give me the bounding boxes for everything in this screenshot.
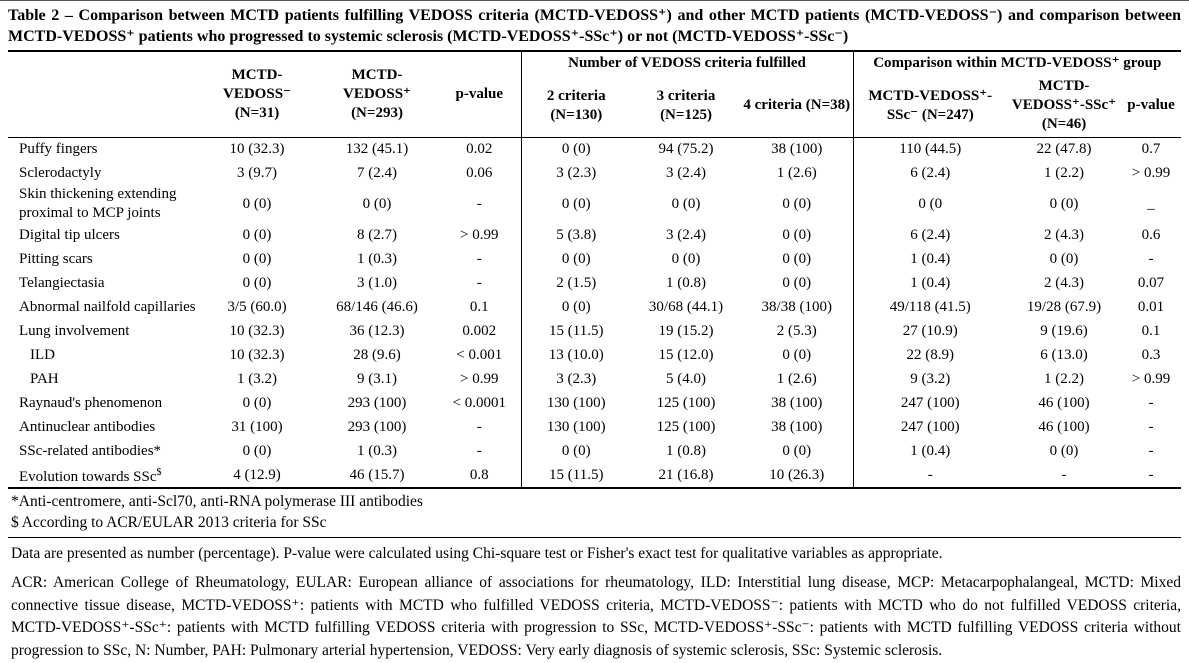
- cell: 247 (100): [853, 415, 1007, 439]
- table-row: [8, 439, 1181, 463]
- cell: 15 (11.5): [521, 319, 631, 343]
- cell: 2 (4.3): [1044, 226, 1085, 243]
- cell: 22 (47.8): [1036, 140, 1092, 157]
- cell: 3 (2.3): [521, 367, 631, 391]
- cell: 0 (0): [521, 247, 631, 271]
- cell: > 0.99: [1131, 370, 1171, 387]
- table-row: [8, 343, 1181, 367]
- cell: 31 (100): [231, 418, 283, 435]
- cell: 3 (9.7): [237, 164, 277, 181]
- cell: 1 (0.4): [853, 271, 1007, 295]
- table-row: [8, 391, 1181, 415]
- table-row: [8, 463, 1181, 488]
- cell: 0.1: [1141, 322, 1161, 339]
- cell: 36 (12.3): [349, 322, 405, 339]
- table-row: [8, 319, 1181, 343]
- row-label: Sclerodactyly: [19, 164, 102, 181]
- cell: -: [476, 274, 482, 291]
- cell: 1 (3.2): [237, 370, 277, 387]
- cell: 130 (100): [521, 391, 631, 415]
- cell: 22 (8.9): [853, 343, 1007, 367]
- cell: -: [1148, 418, 1154, 435]
- table-footnotes: [8, 489, 1181, 538]
- footnote-marker: $: [156, 467, 162, 478]
- cell: 10 (32.3): [229, 322, 285, 339]
- table-header: [8, 51, 1181, 137]
- cell: -: [1148, 442, 1154, 459]
- cell: 1 (2.6): [776, 164, 817, 181]
- cell: 0 (0): [242, 195, 272, 212]
- cell: 49/118 (41.5): [853, 295, 1007, 319]
- cell: 19 (15.2): [658, 322, 714, 339]
- cell: -: [1148, 466, 1154, 483]
- cell: 28 (9.6): [353, 346, 401, 363]
- row-label: Lung involvement: [19, 322, 130, 339]
- cell: 0 (0): [671, 195, 701, 212]
- footnote-dollar: $ According to ACR/EULAR 2013 criteria for SSc: [11, 514, 327, 531]
- cell: > 0.99: [460, 226, 499, 243]
- table-row: [8, 161, 1181, 185]
- cell: 1 (2.2): [1044, 164, 1085, 181]
- cell: 1 (0.3): [357, 250, 397, 267]
- page: [0, 1, 1189, 662]
- row-label: Puffy fingers: [19, 140, 98, 157]
- cell: 0.7: [1141, 140, 1161, 157]
- cell: 2 (1.5): [521, 271, 631, 295]
- cell: 6 (13.0): [1040, 346, 1088, 363]
- col-header-ssc-pos: MCTD-VEDOSS⁺-SSc⁺ (N=46): [1007, 75, 1121, 137]
- cell: 38/38 (100): [761, 298, 832, 315]
- cell: 2 (4.3): [1044, 274, 1085, 291]
- table-row: [8, 185, 1181, 223]
- cell: 247 (100): [853, 391, 1007, 415]
- cell: -: [1148, 250, 1154, 267]
- cell: -: [853, 463, 1007, 488]
- cell: 0.06: [466, 164, 493, 181]
- col-header-3-criteria: 3 criteria (N=125): [631, 75, 741, 137]
- col-header-mctd-vedoss-neg: MCTD-VEDOSS⁻ (N=31): [198, 51, 316, 137]
- cell: -: [1061, 466, 1067, 483]
- cell: 6 (2.4): [853, 161, 1007, 185]
- cell: 1 (2.2): [1044, 370, 1085, 387]
- col-header-ssc-neg: MCTD-VEDOSS⁺-SSc⁻ (N=247): [853, 75, 1007, 137]
- cell: 0 (0): [521, 137, 631, 161]
- row-label: Antinuclear antibodies: [19, 418, 156, 435]
- row-label: ILD: [30, 346, 55, 363]
- table-row: [8, 367, 1181, 391]
- cell: 0 (0): [782, 274, 812, 291]
- cell: 0 (0): [1049, 195, 1079, 212]
- cell: 3 (2.3): [521, 161, 631, 185]
- cell: 0.01: [1137, 298, 1165, 315]
- cell: > 0.99: [1131, 164, 1171, 181]
- cell: 0 (0): [242, 442, 272, 459]
- table-row: [8, 247, 1181, 271]
- cell: 0 (0): [782, 226, 812, 243]
- table-row: [8, 271, 1181, 295]
- cell: 293 (100): [347, 394, 407, 411]
- row-label: Digital tip ulcers: [19, 226, 120, 243]
- cell: 2 (5.3): [776, 322, 817, 339]
- cell: 0 (0): [521, 185, 631, 223]
- col-header-pvalue-2: p-value: [1121, 75, 1181, 137]
- cell: 3 (2.4): [666, 164, 706, 181]
- cell: 0 (0): [242, 394, 272, 411]
- table-caption: Table 2 – Comparison between MCTD patients fulfilling VEDOSS criteria (MCTD-VEDOSS⁺) and other MCTD patients (MCTD-VEDOSS⁻) and comparison between MCTD-VEDOSS⁺ patients who progressed to systemic sclerosis (MCTD-VEDOSS⁺-SSc⁺) or not (MCTD-VEDOSS⁺-SSc⁻): [8, 7, 1181, 45]
- cell: 10 (32.3): [229, 346, 285, 363]
- cell: 9 (19.6): [1040, 322, 1088, 339]
- cell: 9 (3.2): [853, 367, 1007, 391]
- table-row: [8, 295, 1181, 319]
- cell: 1 (2.6): [776, 370, 817, 387]
- cell: 1 (0.8): [666, 442, 706, 459]
- cell: 8 (2.7): [357, 226, 397, 243]
- cell: 38 (100): [771, 394, 823, 411]
- cell: -: [476, 250, 482, 267]
- table-row: [8, 415, 1181, 439]
- cell: 0 (0): [782, 346, 812, 363]
- cell: 0 (0): [521, 439, 631, 463]
- cell: 30/68 (44.1): [648, 298, 724, 315]
- cell: 15 (11.5): [521, 463, 631, 488]
- cell: 0.8: [469, 466, 489, 483]
- abbreviations-note: ACR: American College of Rheumatology, EULAR: European alliance of associations for rheumatology, ILD: Interstitial lung disease, MCP: Metacarpophalangeal, MCTD: Mixed connective tissue disease, MCTD-VEDOSS⁺: patients with MCTD who fulfilled VEDOSS criteria, MCTD-VEDOSS⁻: patients with MCTD who do not fulfilled VEDOSS criteria, MCTD-VEDOSS⁺-SSc⁺: patients with MCTD fulfilling VEDOSS criteria with progression to SSc, MCTD-VEDOSS⁺-SSc⁻: patients with MCTD fulfilling VEDOSS criteria without progression to SSc, N: Number, PAH: Pulmonary arterial hypertension, VEDOSS: Very early diagnosis of systemic sclerosis, SSc: Systemic sclerosis.: [11, 574, 1181, 659]
- cell: 0 (0): [782, 250, 812, 267]
- row-label: Raynaud's phenomenon: [19, 394, 163, 411]
- table-row: [8, 137, 1181, 161]
- cell: 1 (0.8): [666, 274, 706, 291]
- cell: 19/28 (67.9): [1026, 298, 1102, 315]
- cell: 0 (0): [242, 274, 272, 291]
- row-label: Abnormal nailfold capillaries: [19, 298, 196, 315]
- cell: 125 (100): [656, 394, 716, 411]
- cell: 0.02: [466, 140, 493, 157]
- cell: _: [1147, 195, 1155, 212]
- cell: 110 (44.5): [853, 137, 1007, 161]
- cell: 9 (3.1): [357, 370, 397, 387]
- cell: 68/146 (46.6): [336, 298, 418, 315]
- cell: 13 (10.0): [521, 343, 631, 367]
- results-table: [8, 50, 1181, 489]
- cell: 0 (0): [242, 226, 272, 243]
- cell: 10 (32.3): [229, 140, 285, 157]
- cell: 0 (0): [242, 250, 272, 267]
- cell: 293 (100): [347, 418, 407, 435]
- cell: 21 (16.8): [658, 466, 714, 483]
- cell: 5 (3.8): [521, 223, 631, 247]
- cell: 0 (0): [671, 250, 701, 267]
- row-label: Evolution towards SSc$: [19, 467, 162, 485]
- table-body: [8, 137, 1181, 488]
- cell: 0.1: [469, 298, 489, 315]
- cell: 10 (26.3): [769, 466, 825, 483]
- footnote-asterisk: *Anti-centromere, anti-Scl70, anti-RNA polymerase III antibodies: [11, 493, 423, 510]
- row-label: Pitting scars: [19, 250, 93, 267]
- cell: 0 (0: [853, 185, 1007, 223]
- row-label: Skin thickening extending proximal to MCP joints: [19, 186, 177, 221]
- cell: 38 (100): [771, 418, 823, 435]
- cell: 1 (0.3): [357, 442, 397, 459]
- cell: 3 (2.4): [666, 226, 706, 243]
- cell: 3/5 (60.0): [227, 298, 287, 315]
- cell: 130 (100): [521, 415, 631, 439]
- cell: 5 (4.0): [666, 370, 706, 387]
- cell: 125 (100): [656, 418, 716, 435]
- col-header-pvalue-1: p-value: [438, 51, 521, 137]
- cell: < 0.0001: [452, 394, 506, 411]
- cell: < 0.001: [456, 346, 503, 363]
- cell: 0.3: [1141, 346, 1161, 363]
- corner-cell: [8, 51, 198, 137]
- cell: 0.002: [462, 322, 497, 339]
- cell: -: [476, 418, 482, 435]
- cell: 7 (2.4): [357, 164, 397, 181]
- row-label: PAH: [30, 370, 59, 387]
- data-presentation-note: Data are presented as number (percentage). P-value were calculated using Chi-square test or Fisher's exact test for qualitative variables as appropriate.: [11, 545, 943, 562]
- cell: 0.6: [1141, 226, 1161, 243]
- col-header-2-criteria: 2 criteria (N=130): [521, 75, 631, 137]
- cell: -: [1148, 394, 1154, 411]
- cell: 132 (45.1): [345, 140, 409, 157]
- cell: 6 (2.4): [853, 223, 1007, 247]
- cell: 0 (0): [782, 442, 812, 459]
- cell: 27 (10.9): [853, 319, 1007, 343]
- cell: 0 (0): [362, 195, 392, 212]
- cell: 94 (75.2): [658, 140, 714, 157]
- table-row: [8, 223, 1181, 247]
- cell: 46 (15.7): [349, 466, 405, 483]
- row-label: Telangiectasia: [19, 274, 105, 291]
- cell: 46 (100): [1038, 394, 1090, 411]
- cell: 0 (0): [782, 195, 812, 212]
- cell: 0 (0): [1049, 442, 1079, 459]
- group-header-criteria: Number of VEDOSS criteria fulfilled: [521, 51, 853, 75]
- cell: 3 (1.0): [357, 274, 397, 291]
- cell: 1 (0.4): [853, 247, 1007, 271]
- cell: > 0.99: [460, 370, 499, 387]
- cell: 15 (12.0): [658, 346, 714, 363]
- group-header-row: [8, 51, 1181, 75]
- cell: 0.07: [1137, 274, 1165, 291]
- cell: 1 (0.4): [853, 439, 1007, 463]
- cell: 46 (100): [1038, 418, 1090, 435]
- cell: 4 (12.9): [233, 466, 281, 483]
- col-header-4-criteria: 4 criteria (N=38): [741, 75, 853, 137]
- row-label: SSc-related antibodies*: [19, 442, 162, 459]
- col-header-mctd-vedoss-pos: MCTD-VEDOSS⁺ (N=293): [316, 51, 438, 137]
- cell: 0 (0): [521, 295, 631, 319]
- cell: -: [476, 195, 482, 212]
- group-header-comparison: Comparison within MCTD-VEDOSS⁺ group: [853, 51, 1181, 75]
- cell: -: [476, 442, 482, 459]
- cell: 0 (0): [1049, 250, 1079, 267]
- cell: 38 (100): [771, 140, 823, 157]
